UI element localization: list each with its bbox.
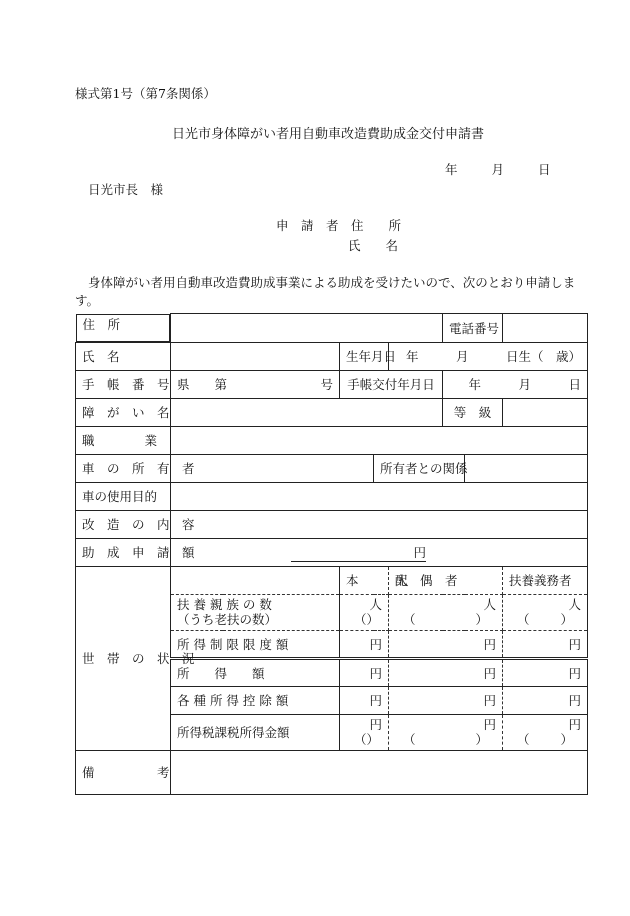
- label-limit: 所 得 制 限 限 度 額: [171, 630, 340, 658]
- dep-spouse-pc: ）: [475, 612, 489, 627]
- dep-spouse-unit: 人: [483, 597, 497, 612]
- limit-supporter[interactable]: 円: [503, 630, 588, 658]
- field-owner[interactable]: [171, 454, 374, 482]
- dep-supporter-po: （: [517, 612, 530, 627]
- form-number: 様式第1号（第7条関係）: [75, 86, 216, 101]
- label-amount: 助 成 申 請 額: [76, 538, 171, 566]
- intro-text-line1: 身体障がい者用自動車改造費助成事業による助成を受けたいので、次のとおり申請しま: [88, 275, 576, 290]
- dep-self-po: （: [354, 612, 367, 627]
- taxable-self[interactable]: [340, 714, 389, 750]
- label-dependents: [171, 594, 340, 630]
- label-phone: 電話番号: [443, 314, 503, 343]
- deductions-spouse[interactable]: 円: [389, 686, 503, 714]
- date-month: 月: [491, 162, 504, 177]
- col-spouse: 配 偶 者: [389, 566, 503, 594]
- field-amount[interactable]: [171, 538, 588, 566]
- label-disability: 障 が い 名: [76, 398, 171, 426]
- label-occupation: 職 業: [76, 426, 171, 454]
- dep-supporter-pc: ）: [560, 612, 574, 627]
- household-header-blank: [171, 566, 340, 594]
- field-birth[interactable]: 年 月 日生（ 歳）: [389, 342, 588, 370]
- label-address-text: 住 所: [82, 316, 121, 332]
- field-modification[interactable]: [171, 510, 588, 538]
- handbook-pref: 県 第: [177, 377, 228, 392]
- field-disability[interactable]: [171, 398, 443, 426]
- taxable-supporter-unit: 円: [568, 717, 582, 732]
- taxable-supporter-po: （: [517, 732, 530, 747]
- dep-supporter[interactable]: [503, 594, 588, 630]
- label-address: [76, 314, 171, 342]
- label-household: 世 帯 の 状 況: [76, 566, 171, 750]
- field-name[interactable]: [171, 342, 340, 370]
- label-deductions: 各 種 所 得 控 除 額: [171, 686, 340, 714]
- dep-label1: 扶 養 親 族 の 数: [177, 597, 272, 612]
- limit-self[interactable]: 円: [340, 630, 389, 658]
- taxable-supporter[interactable]: [503, 714, 588, 750]
- field-handbook-date[interactable]: 年 月 日: [443, 370, 588, 398]
- field-phone[interactable]: [503, 314, 588, 343]
- applicant-address-label: 申 請 者 住 所: [276, 218, 402, 233]
- dep-self-unit: 人: [369, 597, 382, 612]
- label-handbook-no: 手 帳 番 号: [76, 370, 171, 398]
- document-title: 日光市身体障がい者用自動車改造費助成金交付申請書: [172, 127, 485, 142]
- taxable-self-pc: ）: [366, 732, 380, 747]
- col-supporter: 扶養義務者: [503, 566, 588, 594]
- label-income: 所 得 額: [171, 658, 340, 686]
- label-purpose: 車の使用目的: [76, 482, 171, 510]
- deductions-self[interactable]: 円: [340, 686, 389, 714]
- dep-self[interactable]: [340, 594, 389, 630]
- date-day: 日: [537, 162, 551, 177]
- income-spouse[interactable]: 円: [389, 658, 503, 686]
- taxable-self-po: （: [354, 732, 367, 747]
- label-handbook-date: 手帳交付年月日: [340, 370, 443, 398]
- taxable-spouse[interactable]: [389, 714, 503, 750]
- label-remarks: 備 考: [76, 750, 171, 794]
- date-line: [445, 160, 550, 178]
- dep-self-pc: ）: [366, 612, 380, 627]
- label-modification: 改 造 の 内 容: [76, 510, 171, 538]
- field-remarks[interactable]: [171, 750, 588, 794]
- date-year: 年: [445, 162, 458, 177]
- addressee: 日光市長 様: [88, 182, 164, 197]
- income-supporter[interactable]: 円: [503, 658, 588, 686]
- label-relation: 所有者との関係: [374, 454, 465, 482]
- taxable-supporter-pc: ）: [560, 732, 574, 747]
- dep-spouse[interactable]: [389, 594, 503, 630]
- label-birth: 生年月日: [340, 342, 389, 370]
- field-occupation[interactable]: [171, 426, 588, 454]
- field-purpose[interactable]: [171, 482, 588, 510]
- handbook-go: 号: [320, 377, 333, 392]
- intro-text-line2: す。: [75, 293, 100, 308]
- taxable-spouse-pc: ）: [475, 732, 489, 747]
- col-self: 本 人: [340, 566, 389, 594]
- field-grade[interactable]: [503, 398, 588, 426]
- label-grade: 等 級: [443, 398, 503, 426]
- field-handbook-no[interactable]: [171, 370, 340, 398]
- taxable-spouse-po: （: [403, 732, 416, 747]
- amount-yen: 円: [291, 543, 426, 562]
- dep-supporter-unit: 人: [568, 597, 582, 612]
- applicant-name-label: 氏 名: [348, 238, 399, 253]
- field-address[interactable]: [171, 314, 443, 343]
- label-taxable: 所得税課税所得金額: [171, 714, 340, 750]
- label-owner: 車 の 所 有 者: [76, 454, 171, 482]
- income-self[interactable]: 円: [340, 658, 389, 686]
- limit-spouse[interactable]: 円: [389, 630, 503, 658]
- taxable-self-unit: 円: [369, 717, 382, 732]
- deductions-supporter[interactable]: 円: [503, 686, 588, 714]
- dep-label2: （うち老扶の数）: [177, 612, 278, 627]
- taxable-spouse-unit: 円: [483, 717, 497, 732]
- application-form-table: [75, 313, 588, 795]
- field-relation[interactable]: [465, 454, 588, 482]
- label-name: 氏 名: [76, 342, 171, 370]
- dep-spouse-po: （: [403, 612, 416, 627]
